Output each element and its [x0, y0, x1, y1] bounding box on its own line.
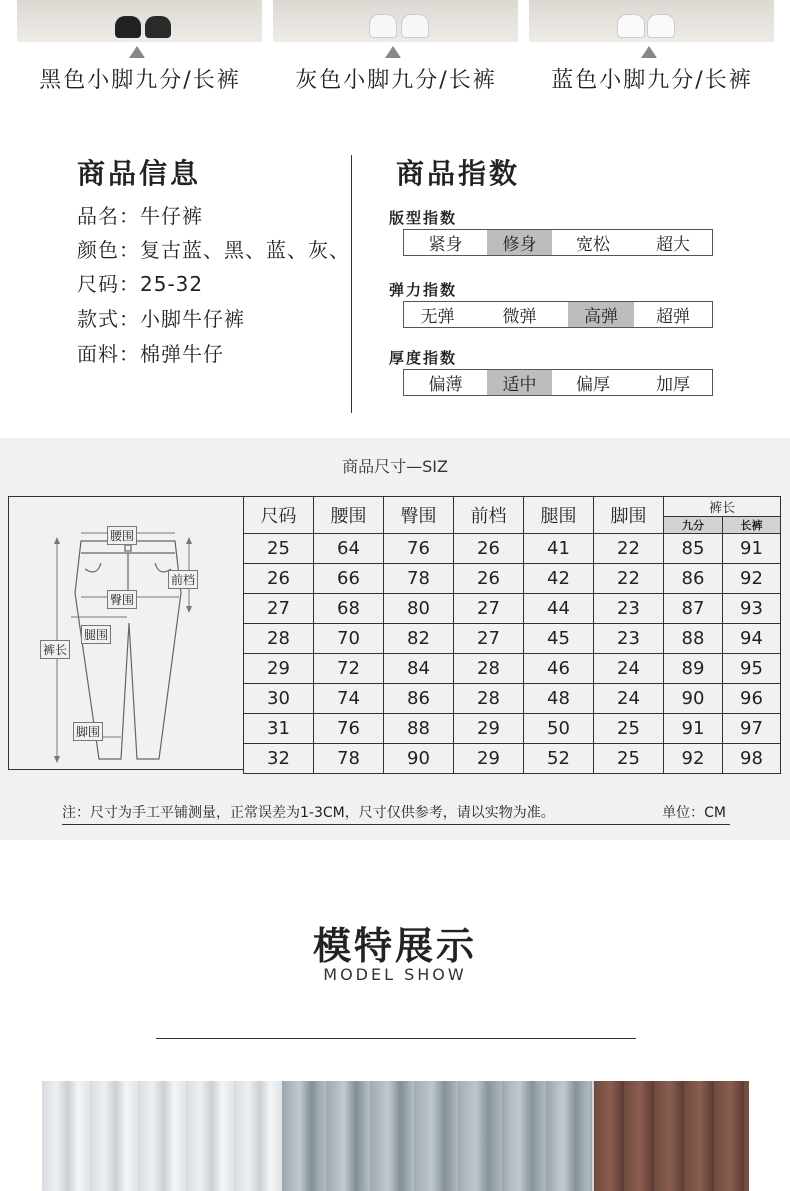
table-cell: 22 — [594, 564, 664, 594]
thickness-index-label: 厚度指数 — [389, 349, 458, 367]
table-cell: 41 — [524, 534, 594, 564]
table-cell: 50 — [524, 714, 594, 744]
fit-option-selected: 修身 — [487, 230, 552, 255]
color-label-black: 黑色小脚九分/长裤 — [39, 68, 241, 93]
table-cell: 95 — [723, 654, 781, 684]
color-label-gray: 灰色小脚九分/长裤 — [295, 68, 497, 93]
table-cell: 24 — [594, 654, 664, 684]
fit-option: 紧身 — [428, 235, 463, 255]
info-fabric: 面料：棉弹牛仔 — [77, 342, 224, 366]
pointer-arrow-icon — [385, 46, 401, 58]
table-cell: 28 — [454, 654, 524, 684]
table-cell: 70 — [314, 624, 384, 654]
table-cell: 30 — [244, 684, 314, 714]
diagram-label-thigh: 腿围 — [81, 625, 111, 644]
table-row — [244, 744, 781, 774]
info-style: 款式：小脚牛仔裤 — [77, 307, 245, 331]
size-note — [62, 802, 730, 825]
table-cell: 25 — [594, 714, 664, 744]
table-cell: 31 — [244, 714, 314, 744]
info-size: 尺码：25-32 — [77, 272, 204, 296]
fit-index-label: 版型指数 — [389, 209, 458, 227]
table-cell: 74 — [314, 684, 384, 714]
col-header-length: 裤长 — [664, 497, 781, 517]
table-cell: 28 — [454, 684, 524, 714]
size-table — [243, 496, 781, 774]
product-info-title: 商品信息 — [77, 157, 202, 190]
table-cell: 25 — [594, 744, 664, 774]
table-cell: 78 — [384, 564, 454, 594]
table-cell: 88 — [664, 624, 723, 654]
col-header-front-rise: 前档 — [454, 497, 524, 534]
col-subheader-ninth: 九分 — [664, 517, 723, 534]
table-cell: 66 — [314, 564, 384, 594]
thickness-index-scale — [403, 369, 713, 396]
size-note-text: 注：尺寸为手工平铺测量，正常误差为1-3CM，尺寸仅供参考，请以实物为准。 — [62, 805, 555, 821]
diagram-label-hip: 臀围 — [107, 590, 137, 609]
col-header-hip: 臀围 — [384, 497, 454, 534]
table-cell: 32 — [244, 744, 314, 774]
model-show-subtitle: MODEL SHOW — [323, 965, 467, 984]
table-cell: 45 — [524, 624, 594, 654]
color-label-blue: 蓝色小脚九分/长裤 — [551, 68, 753, 93]
table-cell: 89 — [664, 654, 723, 684]
table-cell: 42 — [524, 564, 594, 594]
stretch-option-selected: 高弹 — [568, 302, 634, 327]
table-cell: 80 — [384, 594, 454, 624]
table-cell: 90 — [664, 684, 723, 714]
stretch-option: 无弹 — [420, 307, 455, 327]
table-cell: 27 — [244, 594, 314, 624]
table-cell: 84 — [384, 654, 454, 684]
table-cell: 22 — [594, 534, 664, 564]
table-row — [244, 624, 781, 654]
thickness-option: 偏薄 — [428, 375, 463, 395]
model-photo — [42, 1081, 749, 1191]
table-cell: 25 — [244, 534, 314, 564]
size-title: 商品尺寸—SIZ — [342, 457, 448, 476]
col-header-size: 尺码 — [244, 497, 314, 534]
table-cell: 29 — [454, 714, 524, 744]
pointer-arrow-icon — [641, 46, 657, 58]
table-cell: 93 — [723, 594, 781, 624]
table-cell: 78 — [314, 744, 384, 774]
diagram-label-hem: 脚围 — [73, 722, 103, 741]
stretch-option: 微弹 — [502, 307, 537, 327]
table-row — [244, 684, 781, 714]
table-cell: 94 — [723, 624, 781, 654]
info-color: 颜色：复古蓝、黑、蓝、灰、 — [77, 238, 350, 262]
table-cell: 52 — [524, 744, 594, 774]
product-photo-black — [17, 0, 262, 42]
table-cell: 98 — [723, 744, 781, 774]
table-cell: 29 — [454, 744, 524, 774]
table-cell: 26 — [244, 564, 314, 594]
col-subheader-full: 长裤 — [723, 517, 781, 534]
product-photo-blue — [529, 0, 774, 42]
table-cell: 48 — [524, 684, 594, 714]
table-row — [244, 534, 781, 564]
table-cell: 29 — [244, 654, 314, 684]
fit-option: 宽松 — [576, 235, 610, 255]
table-cell: 72 — [314, 654, 384, 684]
divider — [351, 155, 352, 413]
col-header-waist: 腰围 — [314, 497, 384, 534]
table-cell: 91 — [723, 534, 781, 564]
table-cell: 82 — [384, 624, 454, 654]
table-cell: 92 — [664, 744, 723, 774]
fit-index-scale — [403, 229, 713, 256]
col-header-hem: 脚围 — [594, 497, 664, 534]
stretch-index-label: 弹力指数 — [389, 281, 458, 299]
size-unit: 单位：CM — [662, 805, 726, 821]
table-row — [244, 654, 781, 684]
table-cell: 26 — [454, 564, 524, 594]
section-divider — [156, 1038, 636, 1039]
thickness-option: 偏厚 — [576, 375, 610, 395]
stretch-option: 超弹 — [656, 307, 690, 327]
diagram-label-front-rise: 前档 — [168, 570, 198, 589]
table-cell: 87 — [664, 594, 723, 624]
table-cell: 26 — [454, 534, 524, 564]
model-show-title: 模特展示 — [312, 924, 477, 968]
info-name: 品名：牛仔裤 — [77, 204, 203, 228]
product-index-title: 商品指数 — [396, 157, 521, 190]
table-cell: 97 — [723, 714, 781, 744]
thickness-option-selected: 适中 — [487, 370, 552, 395]
table-cell: 44 — [524, 594, 594, 624]
pants-diagram — [8, 496, 244, 770]
table-cell: 68 — [314, 594, 384, 624]
thickness-option: 加厚 — [656, 375, 690, 395]
table-cell: 91 — [664, 714, 723, 744]
table-cell: 46 — [524, 654, 594, 684]
table-cell: 24 — [594, 684, 664, 714]
table-cell: 27 — [454, 624, 524, 654]
product-photo-gray — [273, 0, 518, 42]
table-cell: 86 — [384, 684, 454, 714]
table-cell: 23 — [594, 594, 664, 624]
stretch-index-scale — [403, 301, 713, 328]
table-cell: 85 — [664, 534, 723, 564]
table-cell: 76 — [384, 534, 454, 564]
table-cell: 76 — [314, 714, 384, 744]
table-row — [244, 714, 781, 744]
fit-option: 超大 — [656, 235, 690, 255]
table-cell: 92 — [723, 564, 781, 594]
table-row — [244, 564, 781, 594]
table-cell: 23 — [594, 624, 664, 654]
table-cell: 86 — [664, 564, 723, 594]
diagram-label-waist: 腰围 — [107, 526, 137, 545]
table-cell: 96 — [723, 684, 781, 714]
pointer-arrow-icon — [129, 46, 145, 58]
size-table-header — [244, 497, 781, 517]
table-row — [244, 594, 781, 624]
col-header-thigh: 腿围 — [524, 497, 594, 534]
table-cell: 28 — [244, 624, 314, 654]
table-cell: 88 — [384, 714, 454, 744]
table-cell: 64 — [314, 534, 384, 564]
table-cell: 27 — [454, 594, 524, 624]
table-cell: 90 — [384, 744, 454, 774]
diagram-label-length: 裤长 — [40, 640, 70, 659]
